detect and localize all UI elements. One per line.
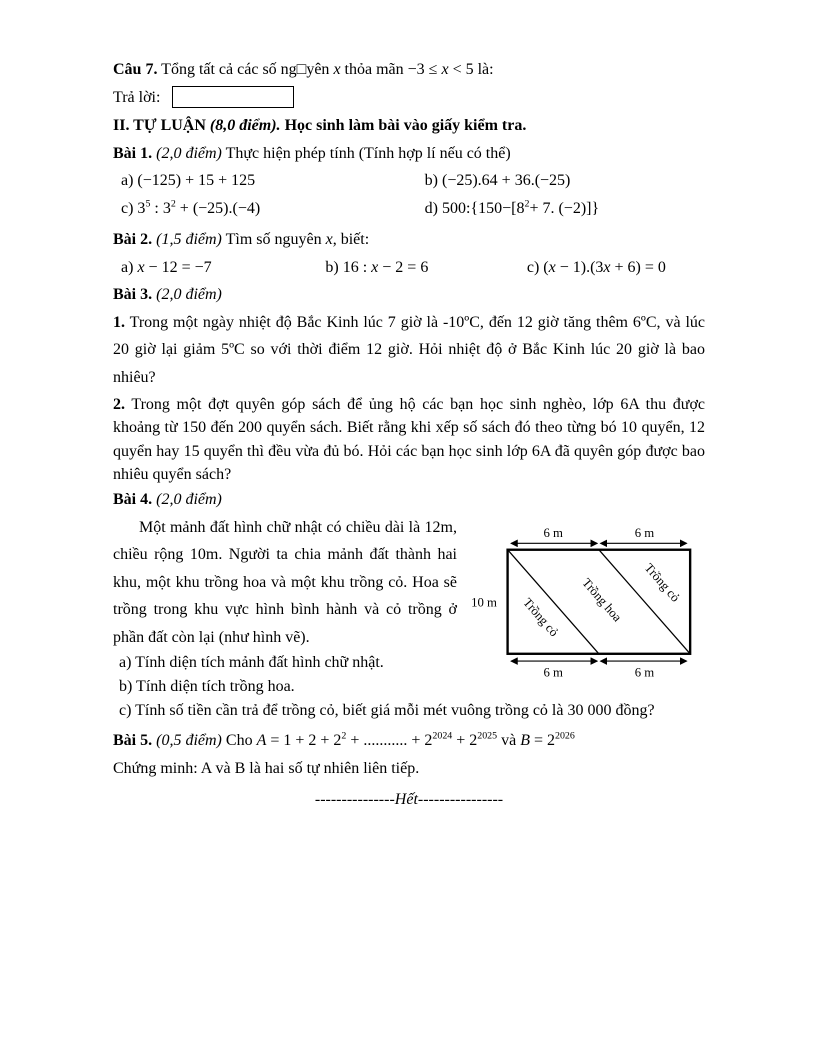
problem-4-item-a: a) Tính diện tích mảnh đất hình chữ nhật. <box>119 654 384 672</box>
problem-4-label: Bài 4. <box>113 491 153 509</box>
problem-2-heading <box>113 226 705 254</box>
region-label-grass-left: Trồng cỏ <box>520 594 562 639</box>
land-plot-figure <box>469 526 705 683</box>
plot-diagonal-left <box>508 549 599 653</box>
problem-3-part-1-text: Trong một ngày nhiệt độ Bắc Kinh lúc 7 giờ là -10ºC, đến 12 giờ tăng thêm 6ºC, và lúc 20 giờ lại giảm 5ºC so với thời điểm 12 giờ. Hỏi nhiệt độ ở Bắc Kinh lúc 20 giờ là bao nhiêu? <box>113 313 705 386</box>
answer-row <box>113 85 705 111</box>
problem-2-item-c: c) (x − 1).(3x + 6) = 0 <box>526 258 666 276</box>
problem-5-heading <box>113 727 705 755</box>
problem-2-row <box>113 254 705 282</box>
problem-2-points: (1,5 điểm) <box>156 231 222 249</box>
problem-2-item-b: b) 16 : x − 2 = 6 <box>325 258 429 276</box>
problem-4-points: (2,0 điểm) <box>156 491 222 509</box>
problem-5-label: Bài 5. <box>113 732 153 750</box>
answer-label: Trả lời: <box>113 88 161 106</box>
problem-4-item-c: c) Tính số tiền cần trả để trồng cỏ, biết giá mỗi mét vuông trồng cỏ là 30 000 đồng? <box>119 702 655 720</box>
dim-label-top-right: 6 m <box>634 525 655 540</box>
problem-1-heading <box>113 140 705 168</box>
region-label-flower: Trồng hoa <box>579 575 625 624</box>
problem-3-points: (2,0 điểm) <box>156 286 222 304</box>
problem-3-heading <box>113 281 705 309</box>
question-7-text: Tổng tất cả các số ng□yên x thỏa mãn −3 ≤ x < 5 là: <box>157 61 494 78</box>
problem-1-item-d: d) $500:\{150-[8^2+ 7$. (−2)]} <box>424 198 600 217</box>
problem-3-part-1 <box>113 309 705 392</box>
problem-3-part-1-label: 1. <box>113 313 125 331</box>
problem-4-body <box>113 514 705 724</box>
problem-3-part-2-text: Trong một đợt quyên góp sách để ủng hộ các bạn học sinh nghèo, lớp 6A thu được khoảng từ 150 đến 200 quyển sách. Biết rằng khi xếp số sách đó theo từng bó 10 quyển, 12 quyển hay 15 quyển thì đều vừa đủ bó. Hỏi các bạn học sinh lớp 6A đã quyên góp được bao nhiêu quyển sách? <box>113 396 705 483</box>
problem-1-label: Bài 1. <box>113 144 153 162</box>
problem-1-row-ab <box>113 167 705 195</box>
problem-2-label: Bài 2. <box>113 231 153 249</box>
problem-1-row-cd <box>113 195 705 223</box>
problem-4-heading <box>113 486 705 514</box>
problem-3-part-2-label: 2. <box>113 396 125 414</box>
dim-label-left: 10 m <box>471 594 497 609</box>
section-2-heading: II. TỰ LUẬN (8,0 điểm). Học sinh làm bài vào giấy kiểm tra. <box>113 117 527 135</box>
problem-5-points: (0,5 điểm) <box>156 732 222 750</box>
problem-3-label: Bài 3. <box>113 286 153 304</box>
problem-4-item-b: b) Tính diện tích trồng hoa. <box>119 678 295 696</box>
problem-1-points: (2,0 điểm) <box>156 144 222 162</box>
question-7-label: Câu 7. <box>113 61 158 78</box>
problem-1-item-a: a) (−125) + 15 + 125 <box>121 172 256 190</box>
dim-label-top-left: 6 m <box>543 525 563 540</box>
end-marker: ---------------Hết---------------- <box>314 791 504 809</box>
problem-1-intro: Thực hiện phép tính (Tính hợp lí nếu có thể) <box>221 144 511 162</box>
problem-2-item-a: a) x − 12 = −7 <box>121 258 212 276</box>
problem-3-part-2 <box>113 393 705 486</box>
question-7-line <box>113 56 705 84</box>
land-plot-svg <box>469 526 705 683</box>
problem-5-expression: Cho $A = 1 + 2 + 2^2$ + ........... + $2^{2024} + 2^{2025}$ và $B = 2^{2026}$ <box>221 730 575 750</box>
dim-label-bottom-left: 6 m <box>543 665 563 680</box>
problem-2-intro: Tìm số nguyên x, biết: <box>221 231 370 249</box>
problem-1-item-c: c) $3^5$ : $3^2 + (-25).(-4)$ <box>121 198 261 217</box>
problem-4-paragraph: Một mảnh đất hình chữ nhật có chiều dài là 12m, chiều rộng 10m. Người ta chia mảnh đất thành hai khu, một khu trồng hoa và một khu trồng cỏ. Hoa sẽ trồng trong khu vực hình bình hành và cỏ trồng ở phần đất còn lại (như hình vẽ). <box>113 518 457 646</box>
problem-1-item-b: b) (−25).64 + 36.(−25) <box>424 172 571 190</box>
problem-5-line-2: Chứng minh: A và B là hai số tự nhiên liên tiếp. <box>113 759 420 777</box>
dim-label-bottom-right: 6 m <box>634 665 655 680</box>
region-label-grass-right: Trồng cỏ <box>641 560 683 605</box>
answer-box[interactable] <box>172 86 294 108</box>
